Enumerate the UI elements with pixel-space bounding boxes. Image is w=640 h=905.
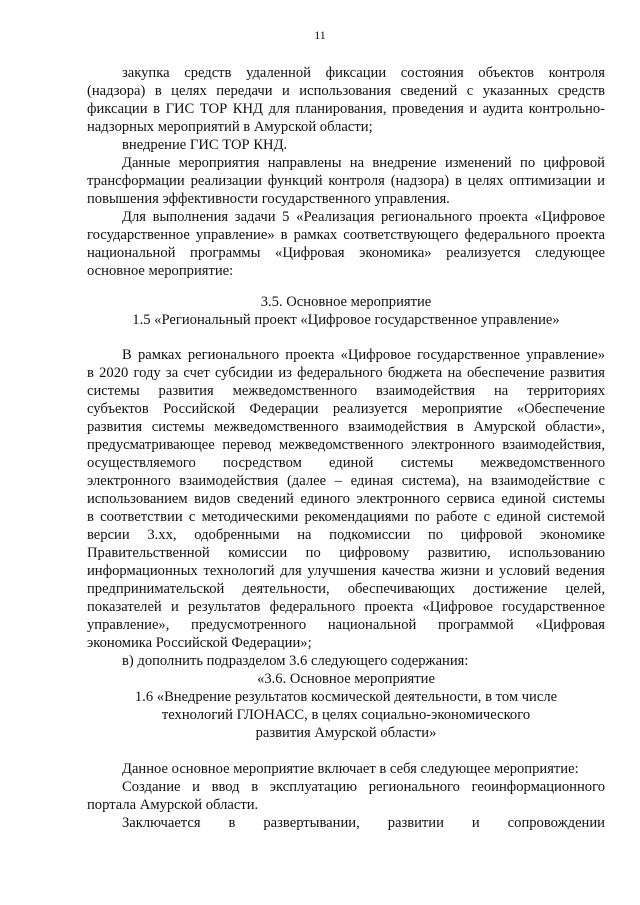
text-line: электронного взаимодействия (далее – единая система), на взаимодействие с [87, 473, 605, 489]
text-line: экономика Российской Федерации»; [87, 635, 312, 651]
section-heading: «3.6. Основное мероприятие [257, 671, 435, 687]
page-number: 11 [314, 28, 326, 42]
section-heading: 1.5 «Региональный проект «Цифровое государственное управление» [132, 312, 560, 328]
text-line: в 2020 году за счет субсидии из федерального бюджета на обеспечение развития [87, 365, 605, 381]
text-line: фиксации в ГИС ТОР КНД для планирования, проведения и аудита контрольно- [87, 101, 605, 117]
text-line: информационных технологий для улучшения качества жизни и условий ведения [87, 563, 605, 579]
section-heading: развития Амурской области» [255, 725, 437, 741]
text-line: государственное управление» в рамках соответствующего федерального проекта [87, 227, 605, 243]
section-heading: технологий ГЛОНАСС, в целях социально-экономического [161, 707, 531, 723]
text-line: показателей и результатов федерального проекта «Цифровое государственное [87, 599, 605, 615]
text-line: Данные мероприятия направлены на внедрение изменений по цифровой [122, 155, 605, 171]
text-line: осуществляемого посредством единой системы межведомственного [87, 455, 605, 471]
text-line: предусматривающее перевод межведомственного электронного взаимодействия, [87, 437, 605, 453]
text-line: системы развития межведомственного взаимодействия на территориях [87, 383, 605, 399]
text-line: портала Амурской области. [87, 797, 259, 813]
text-line: Данное основное мероприятие включает в себя следующее мероприятие: [122, 761, 579, 777]
text-line: внедрение ГИС ТОР КНД. [122, 137, 288, 153]
section-heading: 3.5. Основное мероприятие [260, 294, 432, 310]
text-line: версии 3.xx, одобренными на подкомиссии по цифровой экономике [87, 527, 605, 543]
text-line: развития системы межведомственного взаимодействия в Амурской области», [87, 419, 605, 435]
text-line: В рамках регионального проекта «Цифровое государственное управление» [122, 347, 605, 363]
text-line: надзорных мероприятий в Амурской области; [87, 119, 373, 135]
text-line: трансформации реализации функций контроля (надзора) в целях оптимизации и [87, 173, 605, 189]
text-line: (надзора) в целях передачи и использования сведений с указанных средств [87, 83, 605, 99]
section-heading: 1.6 «Внедрение результатов космической деятельности, в том числе [134, 689, 558, 705]
text-line: в соответствии с методическими рекомендациями по работе с единой системой [87, 509, 605, 525]
text-line: в) дополнить подразделом 3.6 следующего содержания: [122, 653, 469, 669]
text-line: предпринимательской деятельности, обеспечивающих достижение целей, [87, 581, 605, 597]
text-line: Заключается в развертывании, развитии и сопровождении [122, 815, 605, 831]
text-line: повышения эффективности государственного управления. [87, 191, 450, 207]
text-line: национальной программы «Цифровая экономика» реализуется следующее [87, 245, 605, 261]
text-line: использованием видов сведений единого электронного сервиса единой системы [87, 491, 605, 507]
text-line: Создание и ввод в эксплуатацию регионального геоинформационного [122, 779, 605, 795]
text-line: управление», предусмотренного национальной программой «Цифровая [87, 617, 605, 633]
text-line: основное мероприятие: [87, 263, 234, 279]
text-line: субъектов Российской Федерации реализуется мероприятие «Обеспечение [87, 401, 605, 417]
text-line: Правительственной комиссии по цифровому развитию, использованию [87, 545, 605, 561]
text-line: закупка средств удаленной фиксации состояния объектов контроля [122, 65, 605, 81]
text-line: Для выполнения задачи 5 «Реализация регионального проекта «Цифровое [122, 209, 605, 225]
